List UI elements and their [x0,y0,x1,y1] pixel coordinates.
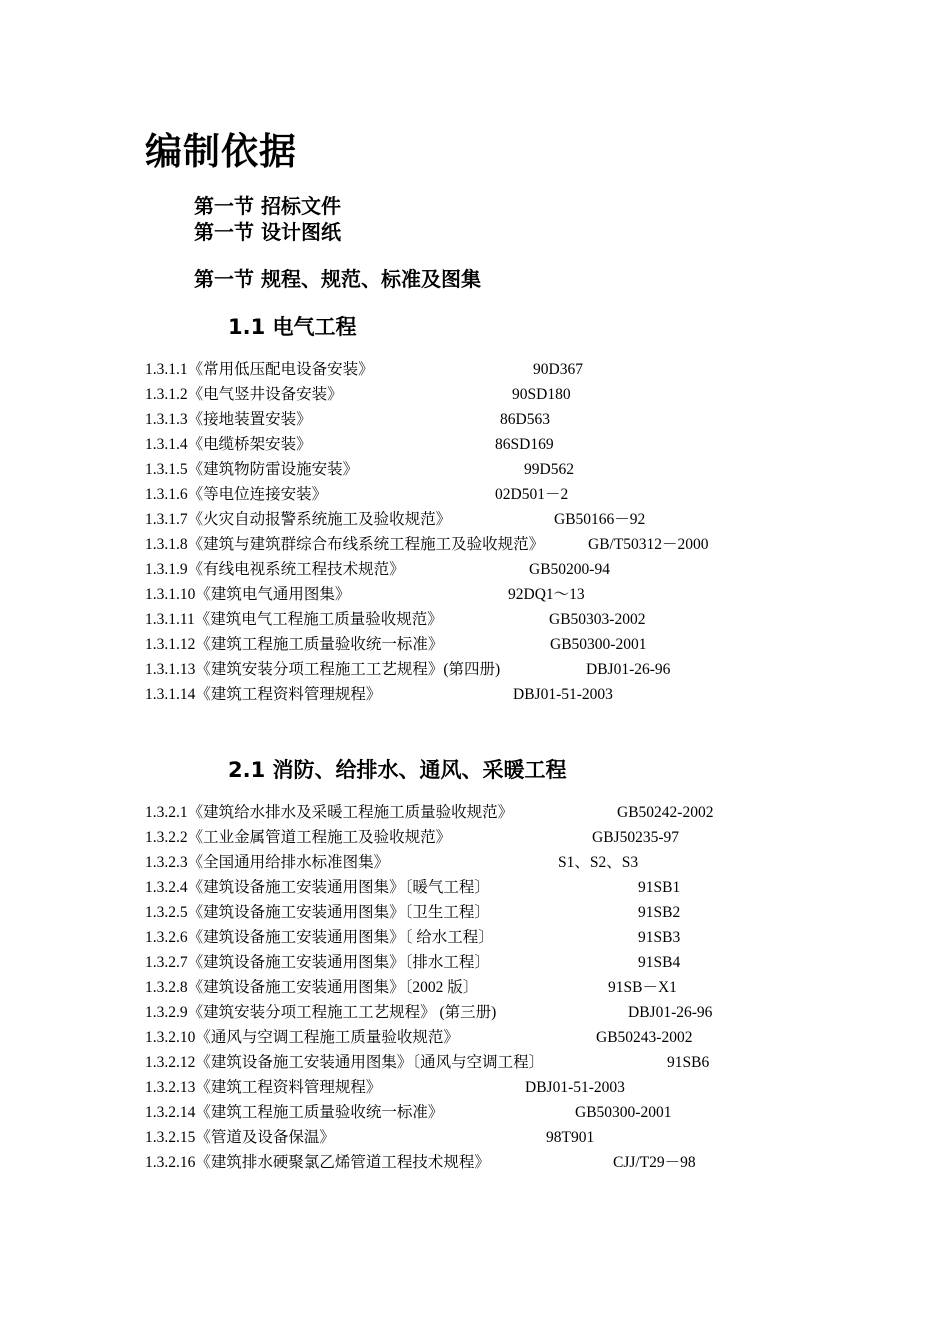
item-code: 02D501－2 [495,486,569,503]
list-item [145,1075,905,1100]
item-code: GB50300-2001 [575,1104,672,1121]
item-code: GB50166－92 [554,511,646,528]
subsection-heading-hvac-plumbing: 2.1 消防、给排水、通风、采暖工程 [228,758,567,782]
list-item [145,825,905,850]
item-code: CJJ/T29－98 [613,1154,696,1171]
item-name: 1.3.2.1《建筑给水排水及采暖工程施工质量验收规范》 [145,804,514,821]
item-name: 1.3.2.15《管道及设备保温》 [145,1129,335,1146]
item-code: 91SB－X1 [608,979,677,996]
item-name: 1.3.1.11《建筑电气工程施工质量验收规范》 [145,611,443,628]
section-heading-design-drawings: 第一节 设计图纸 [194,220,341,244]
list-item [145,507,905,532]
item-code: 86D563 [500,411,550,428]
electrical-standards-list [145,357,905,707]
item-code: DBJ01-26-96 [628,1004,713,1021]
list-item [145,382,905,407]
item-name: 1.3.1.5《建筑物防雷设施安装》 [145,461,359,478]
list-item [145,1125,905,1150]
item-code: S1、S2、S3 [558,854,639,871]
item-code: GB/T50312－2000 [588,536,709,553]
list-item [145,925,905,950]
list-item [145,432,905,457]
item-name: 1.3.1.13《建筑安装分项工程施工工艺规程》(第四册) [145,661,501,678]
item-code: 91SB4 [638,954,681,971]
list-item [145,532,905,557]
item-code: 91SB6 [667,1054,710,1071]
item-name: 1.3.1.2《电气竖井设备安装》 [145,386,343,403]
item-name: 1.3.2.10《通风与空调工程施工质量验收规范》 [145,1029,459,1046]
item-name: 1.3.1.4《电缆桥架安装》 [145,436,312,453]
item-name: 1.3.2.5《建筑设备施工安装通用图集》〔卫生工程〕 [145,904,490,921]
item-code: DBJ01-51-2003 [513,686,613,703]
item-name: 1.3.1.10《建筑电气通用图集》 [145,586,351,603]
item-code: 99D562 [524,461,574,478]
list-item [145,657,905,682]
item-code: GB50242-2002 [617,804,714,821]
item-name: 1.3.2.12《建筑设备施工安装通用图集》〔通风与空调工程〕 [145,1054,545,1071]
list-item [145,950,905,975]
item-name: 1.3.2.16《建筑排水硬聚氯乙烯管道工程技术规程》 [145,1154,490,1171]
list-item [145,482,905,507]
list-item [145,800,905,825]
list-item [145,1150,905,1175]
list-item [145,900,905,925]
hvac-plumbing-standards-list [145,800,905,1175]
item-name: 1.3.2.4《建筑设备施工安装通用图集》〔暖气工程〕 [145,879,490,896]
item-name: 1.3.2.14《建筑工程施工质量验收统一标准》 [145,1104,444,1121]
list-item [145,582,905,607]
list-item [145,1025,905,1050]
list-item [145,1000,905,1025]
subsection-heading-electrical: 1.1 电气工程 [228,315,357,339]
item-code: 98T901 [546,1129,595,1146]
item-name: 1.3.2.6《建筑设备施工安装通用图集》〔 给水工程〕 [145,929,494,946]
list-item [145,850,905,875]
item-code: DBJ01-26-96 [586,661,671,678]
item-name: 1.3.1.9《有线电视系统工程技术规范》 [145,561,405,578]
list-item [145,975,905,1000]
item-code: DBJ01-51-2003 [525,1079,625,1096]
item-code: 92DQ1～13 [508,586,585,603]
section-heading-standards: 第一节 规程、规范、标准及图集 [194,267,481,291]
list-item [145,682,905,707]
item-code: 91SB2 [638,904,681,921]
item-code: 91SB1 [638,879,681,896]
list-item [145,557,905,582]
item-name: 1.3.1.7《火灾自动报警系统施工及验收规范》 [145,511,452,528]
list-item [145,1050,905,1075]
page-title: 编制依据 [145,130,297,173]
section-heading-bidding-docs: 第一节 招标文件 [194,194,341,218]
item-name: 1.3.1.14《建筑工程资料管理规程》 [145,686,382,703]
item-code: GB50243-2002 [596,1029,693,1046]
list-item [145,875,905,900]
item-name: 1.3.1.12《建筑工程施工质量验收统一标准》 [145,636,444,653]
list-item [145,457,905,482]
item-code: 90SD180 [512,386,571,403]
item-code: 86SD169 [495,436,554,453]
item-code: GB50303-2002 [549,611,646,628]
item-name: 1.3.2.13《建筑工程资料管理规程》 [145,1079,382,1096]
list-item [145,407,905,432]
item-name: 1.3.1.6《等电位连接安装》 [145,486,328,503]
list-item [145,357,905,382]
item-name: 1.3.2.9《建筑安装分项工程施工工艺规程》 (第三册) [145,1004,497,1021]
list-item [145,1100,905,1125]
item-name: 1.3.1.8《建筑与建筑群综合布线系统工程施工及验收规范》 [145,536,545,553]
item-code: 91SB3 [638,929,681,946]
item-name: 1.3.1.1《常用低压配电设备安装》 [145,361,374,378]
item-code: GBJ50235-97 [592,829,679,846]
item-code: GB50300-2001 [550,636,647,653]
item-name: 1.3.2.7《建筑设备施工安装通用图集》〔排水工程〕 [145,954,490,971]
item-name: 1.3.2.8《建筑设备施工安装通用图集》〔2002 版〕 [145,979,479,996]
item-code: 90D367 [533,361,583,378]
list-item [145,607,905,632]
item-name: 1.3.2.2《工业金属管道工程施工及验收规范》 [145,829,452,846]
item-name: 1.3.2.3《全国通用给排水标准图集》 [145,854,390,871]
list-item [145,632,905,657]
item-name: 1.3.1.3《接地装置安装》 [145,411,312,428]
item-code: GB50200-94 [529,561,610,578]
